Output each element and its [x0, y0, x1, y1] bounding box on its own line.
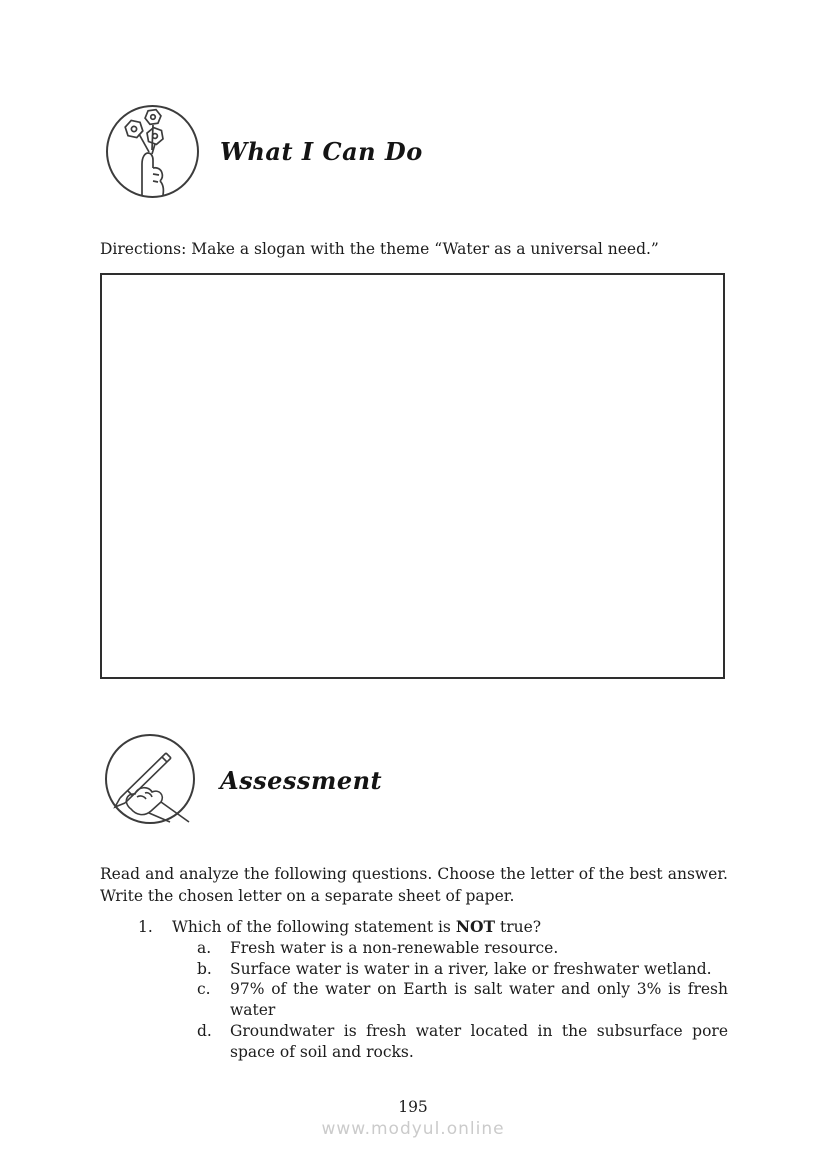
option-c-letter: c.: [197, 980, 211, 999]
assessment-instructions: [100, 864, 728, 907]
hand-writing-with-pencil-icon: [104, 733, 196, 829]
question-1: [100, 917, 728, 1063]
assessment-instructions-line1: Read and analyze the following questions. Choose the letter of the best answer.: [100, 865, 728, 883]
section-title-assessment: Assessment: [220, 766, 383, 795]
question-1-option-b: [100, 959, 728, 980]
page-number: 195: [398, 1098, 428, 1116]
section-title-what-i-can-do: What I Can Do: [220, 137, 423, 166]
option-b-text: Surface water is water in a river, lake or freshwater wetland.: [230, 959, 712, 978]
option-a-text: Fresh water is a non-renewable resource.: [230, 938, 559, 957]
assessment-instructions-line2: Write the chosen letter on a separate sheet of paper.: [100, 886, 515, 905]
option-d-letter: d.: [197, 1021, 212, 1040]
option-c-text: 97% of the water on Earth is salt water and only 3% is fresh water: [230, 980, 728, 1020]
question-1-text-prefix: Which of the following statement is: [172, 918, 456, 936]
watermark-text: www.modyul.online: [321, 1119, 505, 1139]
question-1-option-c: [100, 979, 728, 1021]
question-1-text-bold: NOT: [455, 917, 496, 936]
slogan-answer-box: [100, 273, 725, 679]
question-1-text-suffix: true?: [495, 918, 542, 936]
question-1-number: 1.: [138, 918, 153, 936]
question-1-option-d: [100, 1021, 728, 1063]
hand-holding-flowers-icon: [105, 104, 200, 203]
option-a-letter: a.: [197, 938, 212, 957]
question-1-text: [172, 917, 728, 938]
question-1-stem: [100, 917, 728, 938]
option-d-text: Groundwater is fresh water located in the subsurface pore space of soil and rocks.: [230, 1021, 728, 1061]
question-1-option-a: [100, 938, 728, 959]
directions-text: Directions: Make a slogan with the theme “Water as a universal need.”: [100, 240, 659, 258]
option-b-letter: b.: [197, 959, 212, 978]
